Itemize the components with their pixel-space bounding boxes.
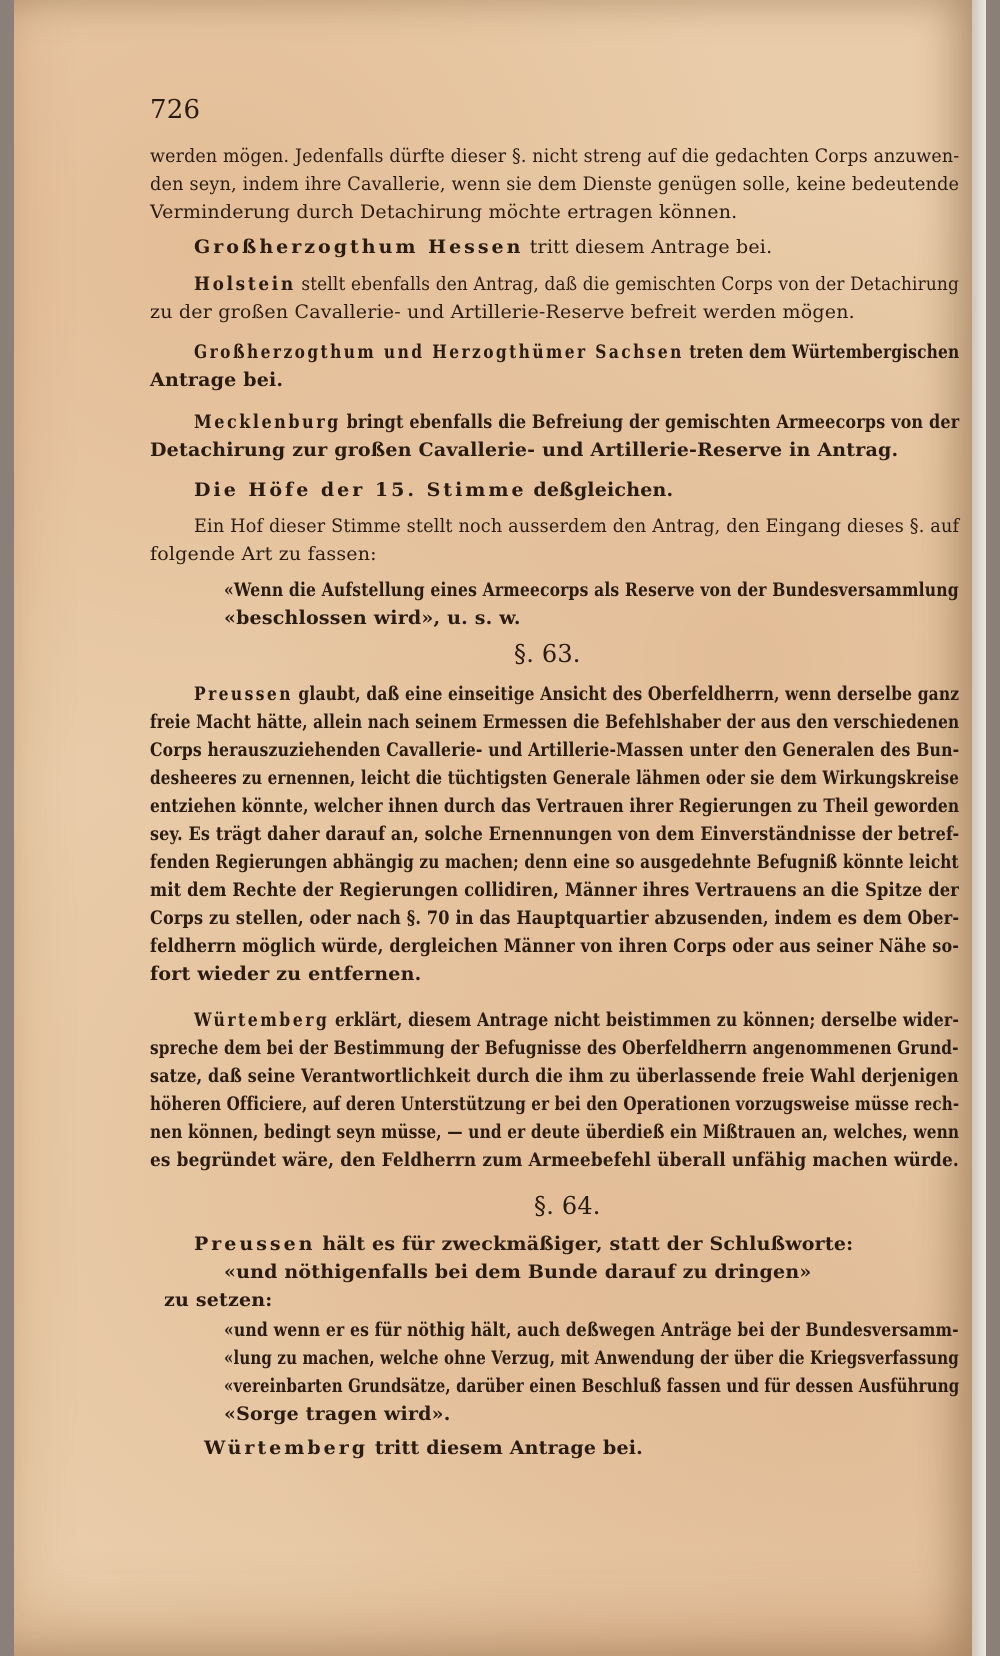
state-name: Mecklenburg: [194, 411, 341, 433]
text-line: werden mögen. Jedenfalls dürfte dieser §. nicht streng auf die gedachten Corps anzuwen-: [150, 145, 960, 167]
state-name: Die Höfe der 15. Stimme: [194, 479, 527, 501]
text-line: fort wieder zu entfernen.: [150, 963, 422, 985]
text-span: treten dem Würtembergischen: [683, 341, 960, 363]
text-line: feldherrn möglich würde, dergleichen Männer von ihren Corps oder aus seiner Nähe so-: [150, 935, 960, 957]
quote-line: «lung zu machen, welche ohne Verzug, mit Anwendung der über die Kriegsverfassung: [224, 1347, 959, 1369]
text-line: Corps herauszuziehenden Cavallerie- und Artillerie-Massen unter den Generalen des Bun-: [150, 739, 960, 761]
quote-line: «und nöthigenfalls bei dem Bunde darauf zu dringen»: [224, 1261, 812, 1283]
paragraph-line: [194, 340, 959, 364]
text-span: tritt diesem Antrage bei.: [523, 236, 773, 258]
text-line: desheeres zu ernennen, leicht die tüchtigsten Generale lähmen oder sie dem Wirkungskreise: [150, 767, 960, 789]
page-edge: [972, 0, 986, 1656]
quote-line: «vereinbarten Grundsätze, darüber einen Beschluß fassen und für dessen Ausführung: [224, 1375, 960, 1397]
paragraph-line: [194, 272, 959, 296]
paragraph-line: [194, 1232, 853, 1256]
text-line: Ein Hof dieser Stimme stellt noch ausserdem den Antrag, den Eingang dieses §. auf: [194, 515, 960, 537]
text-span: tritt diesem Antrage bei.: [368, 1437, 643, 1459]
text-line: fenden Regierungen abhängig zu machen; denn eine so ausgedehnte Befugniß könnte leicht: [150, 851, 959, 873]
text-line: Verminderung durch Detachirung möchte ertragen können.: [150, 201, 738, 223]
section-heading: §. 63.: [514, 640, 581, 668]
state-name: Würtemberg: [204, 1437, 369, 1459]
text-line: freie Macht hätte, allein nach seinem Ermessen die Befehlshaber der aus den verschiedenen: [150, 711, 960, 733]
text-span: bringt ebenfalls die Befreiung der gemischten Armeecorps von der: [340, 411, 960, 433]
quote-line: «Wenn die Aufstellung eines Armeecorps als Reserve von der Bundesversammlung: [224, 579, 959, 601]
text-line: satze, daß seine Verantwortlichkeit durch die ihm zu überlassende freie Wahl derjenigen: [150, 1065, 959, 1087]
text-span: deßgleichen.: [526, 479, 674, 501]
text-line: sey. Es trägt daher darauf an, solche Ernennungen von dem Einverständnisse der betref-: [150, 823, 960, 845]
state-name: Preussen: [194, 683, 293, 705]
state-name: Holstein: [194, 273, 296, 295]
text-line: nen können, bedingt seyn müsse, — und er deute überdieß ein Mißtrauen an, welches, wenn: [150, 1121, 960, 1143]
text-line: den seyn, indem ihre Cavallerie, wenn sie dem Dienste genügen solle, keine bedeutende: [150, 173, 960, 195]
text-line: zu der großen Cavallerie- und Artillerie-Reserve befreit werden mögen.: [150, 301, 855, 323]
quote-line: «und wenn er es für nöthig hält, auch deßwegen Anträge bei der Bundesversamm-: [224, 1319, 959, 1341]
section-heading: §. 64.: [534, 1192, 601, 1220]
text-span: glaubt, daß eine einseitige Ansicht des Oberfeldherrn, wenn derselbe ganz: [292, 683, 960, 705]
paragraph-line: [204, 1436, 643, 1460]
text-line: höheren Officiere, auf deren Unterstützung er bei den Operationen vorzugsweise müsse rech-: [150, 1093, 960, 1115]
text-line: mit dem Rechte der Regierungen collidiren, Männer ihres Vertrauens an die Spitze der: [150, 879, 959, 901]
text-line: zu setzen:: [164, 1289, 273, 1311]
state-name: Großherzogthum und Herzogthümer Sachsen: [194, 341, 684, 363]
page-number: 726: [150, 95, 201, 125]
text-span: erklärt, diesem Antrage nicht beistimmen zu können; derselbe wider-: [329, 1009, 960, 1031]
state-name: Großherzogthum Hessen: [194, 236, 524, 258]
paragraph-line: [194, 478, 673, 502]
text-line: spreche dem bei der Bestimmung der Befugnisse des Oberfeldherrn angenommenen Grund-: [150, 1037, 959, 1059]
quote-line: «Sorge tragen wird».: [224, 1403, 451, 1425]
text-span: stellt ebenfalls den Antrag, daß die gemischten Corps von der Detachirung: [295, 273, 959, 295]
text-line: entziehen könnte, welcher ihnen durch das Vertrauen ihrer Regierungen zu Theil geworden: [150, 795, 960, 817]
book-page: [14, 0, 986, 1656]
state-name: Preussen: [194, 1233, 316, 1255]
quote-line: «beschlossen wird», u. s. w.: [224, 607, 521, 629]
text-line: Antrage bei.: [150, 369, 284, 391]
paragraph-line: [194, 410, 959, 434]
paragraph-line: [194, 1008, 959, 1032]
text-line: folgende Art zu fassen:: [150, 543, 377, 565]
text-line: Corps zu stellen, oder nach §. 70 in das Hauptquartier abzusenden, indem es dem Ober-: [150, 907, 960, 929]
paragraph-line: [194, 682, 959, 706]
paragraph-line: [194, 235, 772, 259]
state-name: Würtemberg: [194, 1009, 330, 1031]
text-line: Detachirung zur großen Cavallerie- und Artillerie-Reserve in Antrag.: [150, 439, 899, 461]
text-span: hält es für zweckmäßiger, statt der Schlußworte:: [315, 1233, 854, 1255]
text-line: es begründet wäre, den Feldherrn zum Armeebefehl überall unfähig machen würde.: [150, 1149, 959, 1171]
